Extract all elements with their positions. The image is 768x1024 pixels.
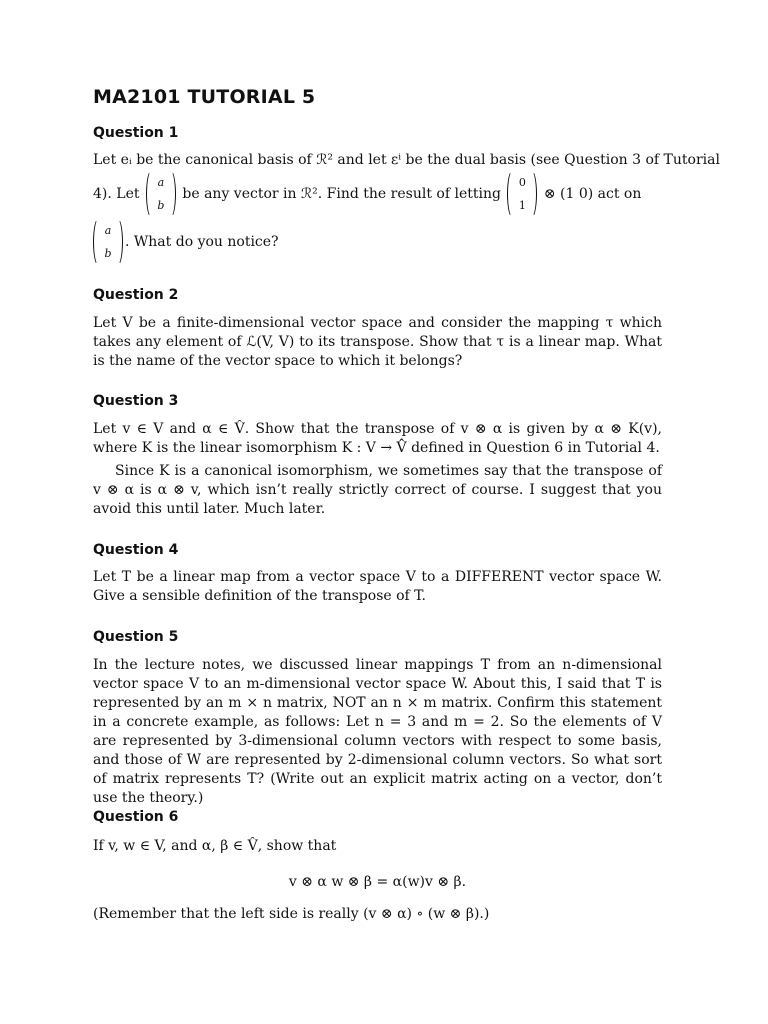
question-3-paragraph-1: Let v ∈ V and α ∈ V̂. Show that the transpose of v ⊗ α is given by α ⊗ K(v), where K is the linear isomorphism K : V → V̂̂ defined in Question 6 in Tutorial 4. (93, 421, 662, 456)
question-6-heading: Question 6 (93, 809, 179, 825)
vector-ab-bottom: b (157, 199, 165, 212)
vector-ab-second (93, 218, 123, 266)
question-1-line-1: Let eᵢ be the canonical basis of ℛ² and let εⁱ be the dual basis (see Question 3 of Tutorial (93, 152, 720, 168)
question-2-heading: Question 2 (93, 287, 179, 303)
vector-01-bottom: 1 (518, 199, 526, 212)
question-3-heading: Question 3 (93, 393, 179, 409)
question-1-text-act-on: ⊗ (1 0) act on (543, 186, 642, 202)
question-4-heading: Question 4 (93, 542, 179, 558)
question-6-equation: v ⊗ α w ⊗ β = α(w)v ⊗ β. (288, 874, 467, 890)
vector-ab (146, 170, 176, 218)
question-1-text-notice: . What do you notice? (125, 234, 279, 250)
question-1-line-3 (93, 218, 662, 266)
vector-ab-second-top: a (104, 224, 112, 237)
question-1-text-let: 4). Let (93, 186, 140, 202)
vector-01-top: 0 (518, 176, 526, 189)
question-4-text: Let T be a linear map from a vector space V to a DIFFERENT vector space W. Give a sensible definition of the transpose of T. (93, 569, 662, 604)
question-1-heading: Question 1 (93, 125, 179, 141)
page-title: MA2101 TUTORIAL 5 (93, 86, 316, 108)
vector-ab-second-bottom: b (104, 247, 112, 260)
question-1-text-any-vector: be any vector in ℛ². Find the result of letting (182, 186, 501, 202)
question-5-heading: Question 5 (93, 629, 179, 645)
question-3-paragraph-2: Since K is a canonical isomorphism, we sometimes say that the transpose of v ⊗ α is α ⊗ v, which isn’t really strictly correct of course. I suggest that you avoid this until later. Much later. (93, 463, 662, 517)
question-1-line-2 (93, 170, 662, 218)
vector-ab-top: a (157, 176, 165, 189)
question-6-note: (Remember that the left side is really (v ⊗ α) ∘ (w ⊗ β).) (93, 906, 490, 922)
question-5-text: In the lecture notes, we discussed linear mappings T from an n-dimensional vector space V to an m-dimensional vector space W. About this, I said that T is represented by an m × n matrix, NOT an n × m matrix. Confirm this statement in a concrete example, as follows: Let n = 3 and m = 2. So the elements of V are represented by 3-dimensional column vectors with respect to some basis, and those of W are represented by 2-dimensional column vectors. So what sort of matrix represents T? (Write out an explicit matrix acting on a vector, don’t use the theory.) (93, 657, 662, 806)
question-6-intro: If v, w ∈ V, and α, β ∈ V̂, show that (93, 838, 337, 854)
question-2-text: Let V be a finite-dimensional vector space and consider the mapping τ which takes any element of ℒ(V, V) to its transpose. Show that τ is a linear map. What is the name of the vector space to which it belongs? (93, 315, 662, 369)
vector-01 (507, 170, 537, 218)
